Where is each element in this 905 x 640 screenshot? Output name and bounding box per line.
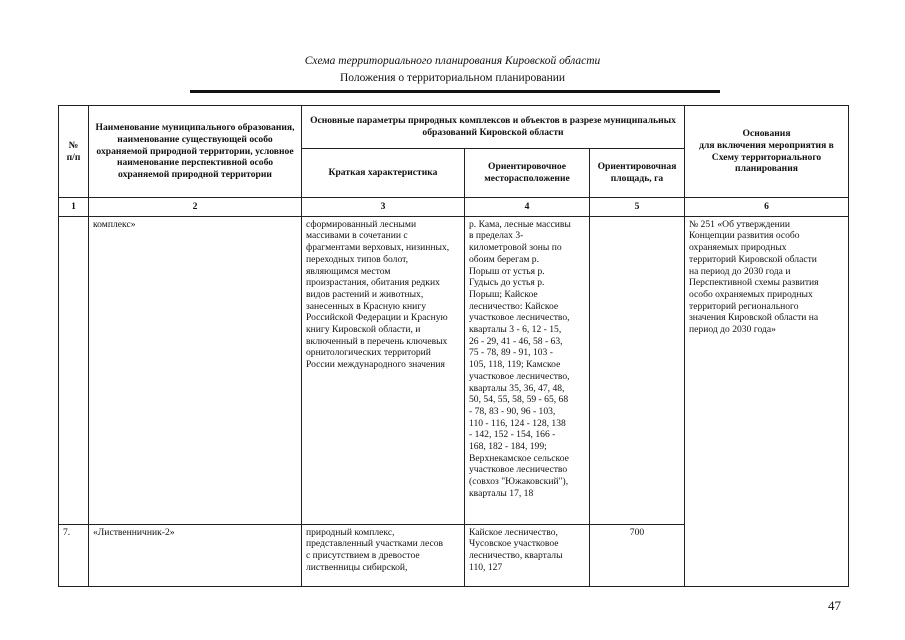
- header-description: Краткая характеристика: [302, 149, 465, 198]
- column-number: 5: [590, 198, 685, 217]
- column-number: 3: [302, 198, 465, 217]
- header-area: Ориентировочная площадь, га: [590, 149, 685, 198]
- row-name: «Лиственничник-2»: [89, 524, 302, 586]
- header-number: № п/п: [59, 106, 89, 198]
- row-area: [590, 216, 685, 524]
- row-area: 700: [590, 524, 685, 586]
- column-number: 4: [465, 198, 590, 217]
- header-name: Наименование муниципального образования, наименование существующей особо охраняемой природной территории, условное наименование перспективной особо охраняемой природной территории: [89, 106, 302, 198]
- document-subtitle: Положения о территориальном планировании: [339, 72, 566, 84]
- table-row: [59, 216, 849, 524]
- column-number: 6: [685, 198, 849, 217]
- header-rule: [190, 90, 720, 93]
- header-parameters-group: Основные параметры природных комплексов и объектов в разрезе муниципальных образований Кировской области: [302, 106, 685, 149]
- row-location: Кайское лесничество, Чусовское участковое лесничество, кварталы 110, 127: [465, 524, 590, 586]
- row-description: природный комплекс, представленный участками лесов с присутствием в древостое лиственницы сибирской,: [302, 524, 465, 586]
- column-number: 2: [89, 198, 302, 217]
- header-location: Ориентировочное месторасположение: [465, 149, 590, 198]
- row-name: комплекс»: [89, 216, 302, 524]
- row-number: 7.: [59, 524, 89, 586]
- row-description: сформированный лесными массивами в сочетании с фрагментами верховых, низинных, переходных типов болот, являющимся местом произрастания, обитания редких видов растений и животных, занесенных в Красную книгу Российской Федерации и Красную книгу Кировской области, и включенный в перечень ключевых орнитологических территорий России международного значения: [302, 216, 465, 524]
- row-number: [59, 216, 89, 524]
- column-number: 1: [59, 198, 89, 217]
- page-number: 47: [828, 598, 841, 613]
- document-title: Схема территориального планирования Кировской области: [304, 55, 601, 67]
- row-basis: № 251 «Об утверждении Концепции развития особо охраняемых природных территорий Кировской области на период до 2030 года и Перспективной схемы развития особо охраняемых природных территорий регионального значения Кировской области на период до 2030 года»: [685, 216, 849, 586]
- header-basis: Основания для включения мероприятия в Схему территориального планирования: [685, 106, 849, 198]
- planning-table: [58, 105, 849, 587]
- row-location: р. Кама, лесные массивы в пределах 3- километровой зоны по обоим берегам р. Порыш от устья р. Гудысь до устья р. Порыш; Кайское лесничество: Кайское участковое лесничество, кварталы 3 - 6, 12 - 15, 26 - 29, 41 - 46, 58 - 63, 75 - 78, 89 - 91, 103 - 105, 118, 119; Камское участковое лесничество, кварталы 35, 36, 47, 48, 50, 54, 55, 58, 59 - 65, 68 - 78, 83 - 90, 96 - 103, 110 - 116, 124 - 128, 138 - 142, 152 - 154, 166 - 168, 182 - 184, 199; Верхнекамское сельское участковое лесничество (совхоз "Южаковский"), кварталы 17, 18: [465, 216, 590, 524]
- column-number-row: [59, 198, 849, 217]
